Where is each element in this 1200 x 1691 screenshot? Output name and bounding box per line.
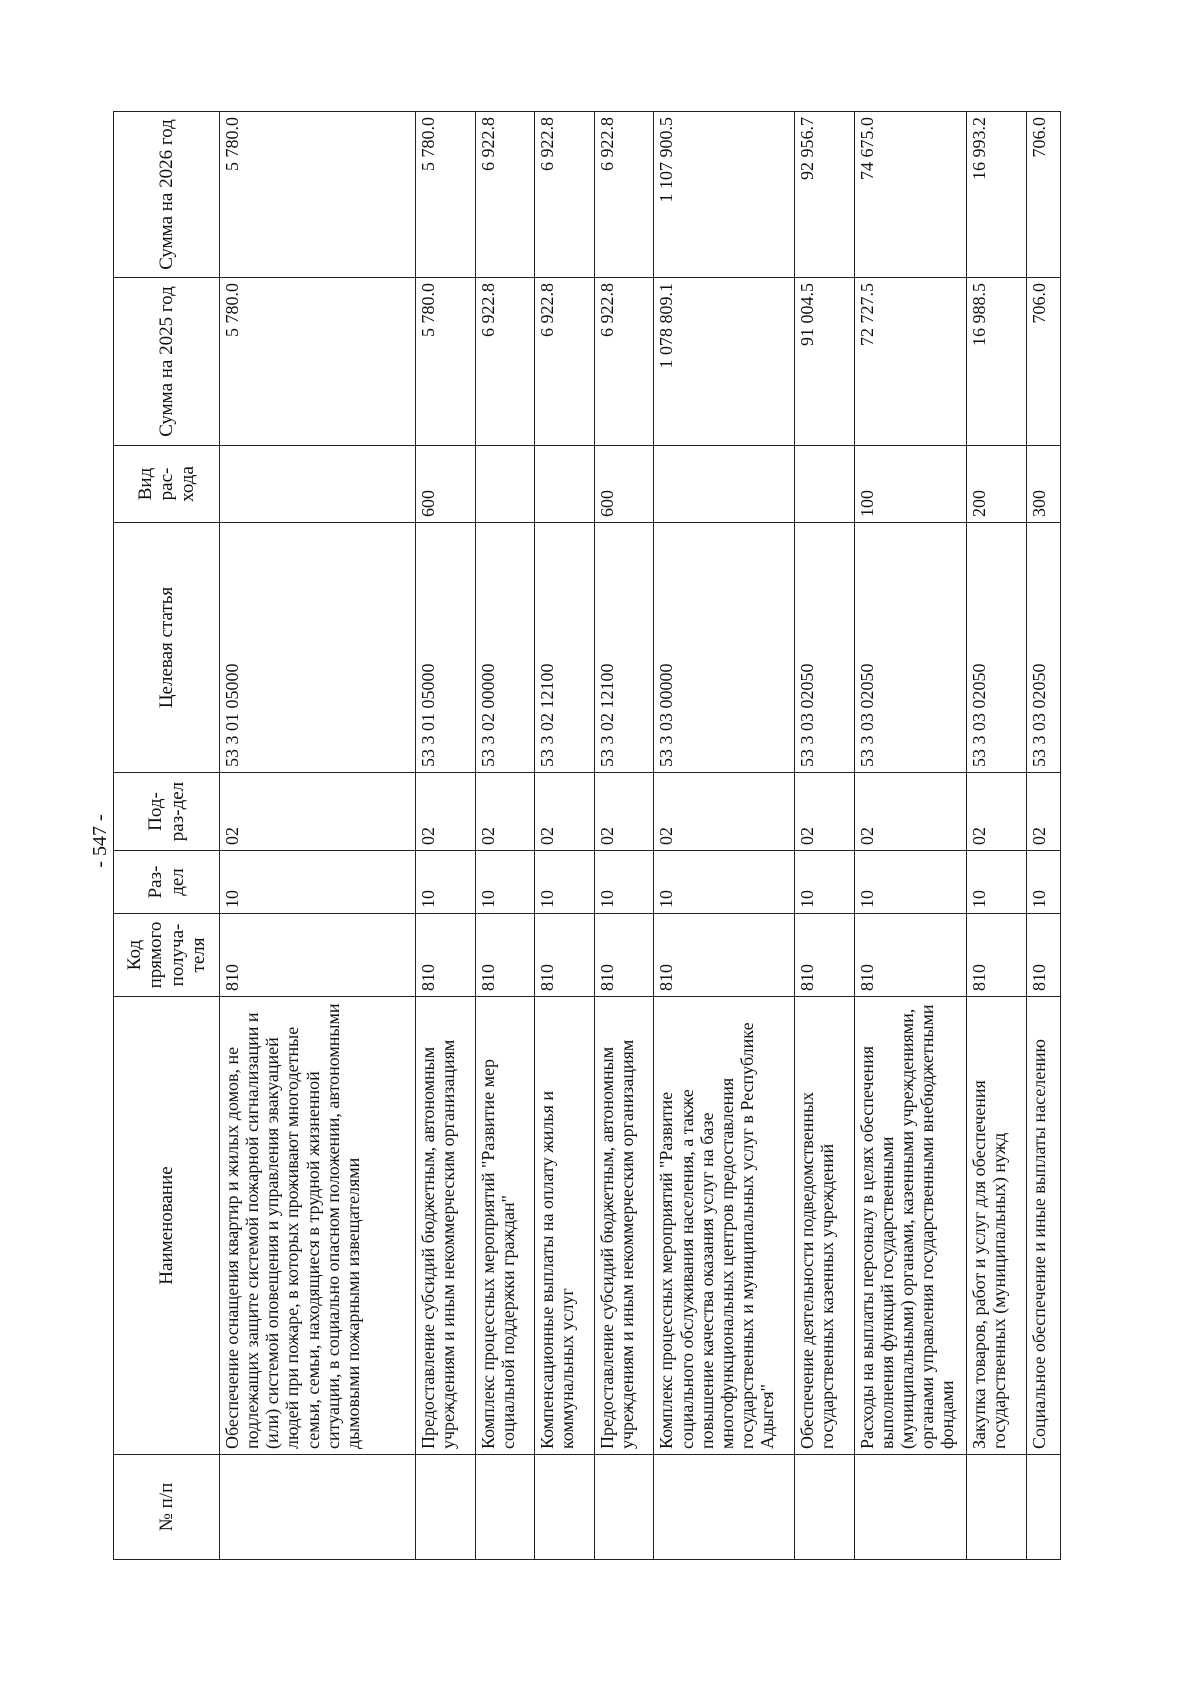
cell-recipient: 810 — [475, 914, 535, 997]
rotated-table-wrapper — [113, 112, 1061, 1560]
cell-name: Комплекс процессных мероприятий "Развитие мер социальной поддержки граждан" — [475, 997, 535, 1455]
cell-num — [794, 1455, 854, 1560]
cell-target: 53 3 02 12100 — [594, 523, 654, 773]
header-sum-2025: Сумма на 2025 год — [114, 278, 220, 446]
cell-sum-2026: 74 675.0 — [854, 112, 967, 278]
cell-target: 53 3 02 12100 — [535, 523, 595, 773]
cell-expense-type: 300 — [1026, 446, 1060, 523]
header-expense-type: Вид рас-хода — [114, 446, 220, 523]
cell-expense-type: 100 — [854, 446, 967, 523]
table-row — [854, 112, 967, 1560]
cell-name: Обеспечение деятельности подведомственных государственных казенных учреждений — [794, 997, 854, 1455]
cell-section: 10 — [594, 851, 654, 914]
cell-target: 53 3 03 02050 — [967, 523, 1027, 773]
cell-sum-2026: 706.0 — [1026, 112, 1060, 278]
table-row — [220, 112, 416, 1560]
cell-target: 53 3 03 02050 — [794, 523, 854, 773]
cell-num — [854, 1455, 967, 1560]
cell-sum-2026: 6 922.8 — [535, 112, 595, 278]
cell-section: 10 — [1026, 851, 1060, 914]
cell-target: 53 3 01 05000 — [220, 523, 416, 773]
table-row — [535, 112, 595, 1560]
header-num: № п/п — [114, 1455, 220, 1560]
cell-subsection: 02 — [1026, 773, 1060, 851]
cell-target: 53 3 03 02050 — [854, 523, 967, 773]
cell-num — [415, 1455, 475, 1560]
cell-name: Предоставление субсидий бюджетным, автономным учреждениям и иным некоммерческим организациям — [415, 997, 475, 1455]
page-number: - 547 - — [89, 814, 111, 868]
cell-expense-type — [654, 446, 795, 523]
cell-sum-2025: 5 780.0 — [415, 278, 475, 446]
cell-subsection: 02 — [654, 773, 795, 851]
cell-sum-2026: 6 922.8 — [475, 112, 535, 278]
header-recipient: Код прямого получа-теля — [114, 914, 220, 997]
cell-sum-2026: 92 956.7 — [794, 112, 854, 278]
cell-sum-2026: 5 780.0 — [415, 112, 475, 278]
cell-sum-2026: 5 780.0 — [220, 112, 416, 278]
cell-recipient: 810 — [794, 914, 854, 997]
cell-subsection: 02 — [967, 773, 1027, 851]
cell-recipient: 810 — [654, 914, 795, 997]
table-row — [654, 112, 795, 1560]
cell-recipient: 810 — [967, 914, 1027, 997]
cell-num — [594, 1455, 654, 1560]
cell-sum-2025: 6 922.8 — [475, 278, 535, 446]
cell-expense-type: 600 — [594, 446, 654, 523]
cell-recipient: 810 — [415, 914, 475, 997]
cell-name: Расходы на выплаты персоналу в целях обеспечения выполнения функций государственными (муниципальными) органами, казенными учреждениями, органами управления государственными внебюджетными фондами — [854, 997, 967, 1455]
cell-recipient: 810 — [854, 914, 967, 997]
table-row — [794, 112, 854, 1560]
cell-num — [475, 1455, 535, 1560]
cell-recipient: 810 — [220, 914, 416, 997]
cell-subsection: 02 — [594, 773, 654, 851]
cell-name: Обеспечение оснащения квартир и жилых домов, не подлежащих защите системой пожарной сигнализации и (или) системой оповещения и управления эвакуацией людей при пожаре, в которых проживают многодетные семьи, семьи, находящиеся в трудной жизненной ситуации, в социально опасном положении, автономными дымовыми пожарными извещателями — [220, 997, 416, 1455]
header-target: Целевая статья — [114, 523, 220, 773]
cell-num — [1026, 1455, 1060, 1560]
cell-expense-type: 200 — [967, 446, 1027, 523]
cell-expense-type — [535, 446, 595, 523]
header-row — [114, 112, 220, 1560]
table-row — [594, 112, 654, 1560]
header-subsection: Под-раз-дел — [114, 773, 220, 851]
cell-sum-2025: 6 922.8 — [594, 278, 654, 446]
cell-sum-2025: 1 078 809.1 — [654, 278, 795, 446]
cell-sum-2026: 6 922.8 — [594, 112, 654, 278]
cell-num — [654, 1455, 795, 1560]
cell-expense-type — [794, 446, 854, 523]
cell-section: 10 — [220, 851, 416, 914]
cell-sum-2025: 5 780.0 — [220, 278, 416, 446]
header-name: Наименование — [114, 997, 220, 1455]
cell-expense-type: 600 — [415, 446, 475, 523]
cell-section: 10 — [967, 851, 1027, 914]
table-row — [475, 112, 535, 1560]
cell-subsection: 02 — [415, 773, 475, 851]
cell-sum-2025: 91 004.5 — [794, 278, 854, 446]
cell-num — [535, 1455, 595, 1560]
cell-name: Социальное обеспечение и иные выплаты населению — [1026, 997, 1060, 1455]
cell-target: 53 3 03 02050 — [1026, 523, 1060, 773]
cell-target: 53 3 03 00000 — [654, 523, 795, 773]
cell-section: 10 — [415, 851, 475, 914]
cell-name: Комплекс процессных мероприятий "Развитие социального обслуживания населения, а также повышение качества оказания услуг на базе многофункциональных центров предоставления государственных и муниципальных услуг в Республике Адыгея" — [654, 997, 795, 1455]
cell-section: 10 — [475, 851, 535, 914]
budget-table — [113, 111, 1061, 1560]
cell-section: 10 — [654, 851, 795, 914]
cell-section: 10 — [854, 851, 967, 914]
cell-sum-2025: 72 727.5 — [854, 278, 967, 446]
cell-subsection: 02 — [854, 773, 967, 851]
header-section: Раз-дел — [114, 851, 220, 914]
cell-expense-type — [220, 446, 416, 523]
cell-sum-2025: 16 988.5 — [967, 278, 1027, 446]
cell-target: 53 3 01 05000 — [415, 523, 475, 773]
cell-expense-type — [475, 446, 535, 523]
cell-recipient: 810 — [1026, 914, 1060, 997]
cell-num — [220, 1455, 416, 1560]
cell-subsection: 02 — [794, 773, 854, 851]
cell-subsection: 02 — [220, 773, 416, 851]
cell-name: Компенсационные выплаты на оплату жилья и коммунальных услуг — [535, 997, 595, 1455]
cell-name: Предоставление субсидий бюджетным, автономным учреждениям и иным некоммерческим организациям — [594, 997, 654, 1455]
table-row — [1026, 112, 1060, 1560]
cell-target: 53 3 02 00000 — [475, 523, 535, 773]
cell-sum-2026: 1 107 900.5 — [654, 112, 795, 278]
header-sum-2026: Сумма на 2026 год — [114, 112, 220, 278]
cell-subsection: 02 — [475, 773, 535, 851]
cell-section: 10 — [535, 851, 595, 914]
cell-recipient: 810 — [594, 914, 654, 997]
table-row — [967, 112, 1027, 1560]
table-row — [415, 112, 475, 1560]
cell-sum-2025: 706.0 — [1026, 278, 1060, 446]
cell-subsection: 02 — [535, 773, 595, 851]
cell-section: 10 — [794, 851, 854, 914]
cell-num — [967, 1455, 1027, 1560]
cell-sum-2025: 6 922.8 — [535, 278, 595, 446]
cell-recipient: 810 — [535, 914, 595, 997]
cell-sum-2026: 16 993.2 — [967, 112, 1027, 278]
cell-name: Закупка товаров, работ и услуг для обеспечения государственных (муниципальных) нужд — [967, 997, 1027, 1455]
